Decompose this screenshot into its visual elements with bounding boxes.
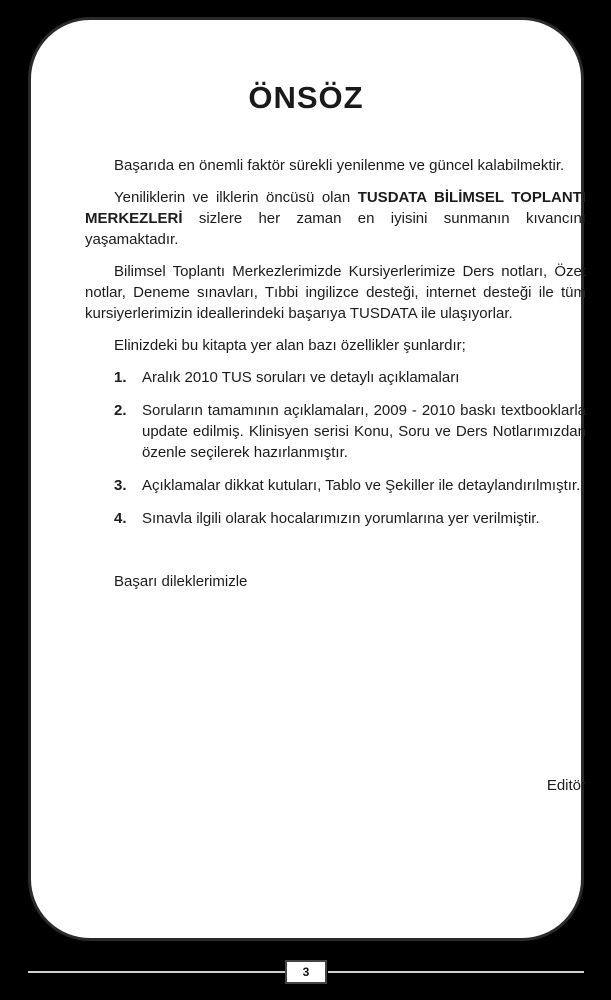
list-number: 3. [114,477,127,494]
paragraph-2-pre: Yeniliklerin ve ilklerin öncüsü olan [114,189,358,206]
paragraph-2-bold: TUSDATA BİLİMSEL TOPLANTI MERKEZLERİ [85,189,586,227]
list-number: 1. [114,369,127,386]
feature-list [85,367,586,529]
paragraph-3: Bilimsel Toplantı Merkezlerimizde Kursiyerlerimize Ders notları, Özet notlar, Deneme sınavları, Tıbbi ingilizce desteği, internet desteği ile tüm kursiyerlerimizin ideallerindeki başarıya TUSDATA ile ulaşıyorlar. [85,263,586,322]
list-item [85,508,586,529]
paragraph-4: Elinizdeki bu kitapta yer alan bazı özellikler şunlardır; [114,337,466,354]
list-item [85,367,586,388]
list-text: Aralık 2010 TUS soruları ve detaylı açıklamaları [142,369,460,386]
paragraph-2-post: sizlere her zaman en iyisini sunmanın kıvancını yaşamaktadır. [85,210,586,248]
list-item [85,475,586,496]
list-number: 2. [114,402,127,419]
list-number: 4. [114,510,127,527]
list-text: Soruların tamamının açıklamaları, 2009 - 2010 baskı textbooklarla update edilmiş. Klinisyen serisi Konu, Soru ve Ders Notlarımızdan özenle seçilerek hazırlanmıştır. [142,402,586,461]
paragraph-1: Başarıda en önemli faktör sürekli yenilenme ve güncel kalabilmektir. [114,157,565,174]
signature: Editör [546,777,586,794]
paragraph-2 [85,187,586,250]
list-item [85,400,586,463]
preface-body [85,155,586,794]
footer-divider-right [328,971,584,973]
list-text: Açıklamalar dikkat kutuları, Tablo ve Şekiller ile detaylandırılmıştır. [142,477,581,494]
closing-line: Başarı dileklerimizle [114,573,248,590]
page-card [28,17,584,941]
footer-divider-left [28,971,286,973]
list-text: Sınavla ilgili olarak hocalarımızın yorumlarına yer verilmiştir. [142,510,540,527]
page-title: ÖNSÖZ [248,80,364,115]
page-number: 3 [285,960,327,984]
